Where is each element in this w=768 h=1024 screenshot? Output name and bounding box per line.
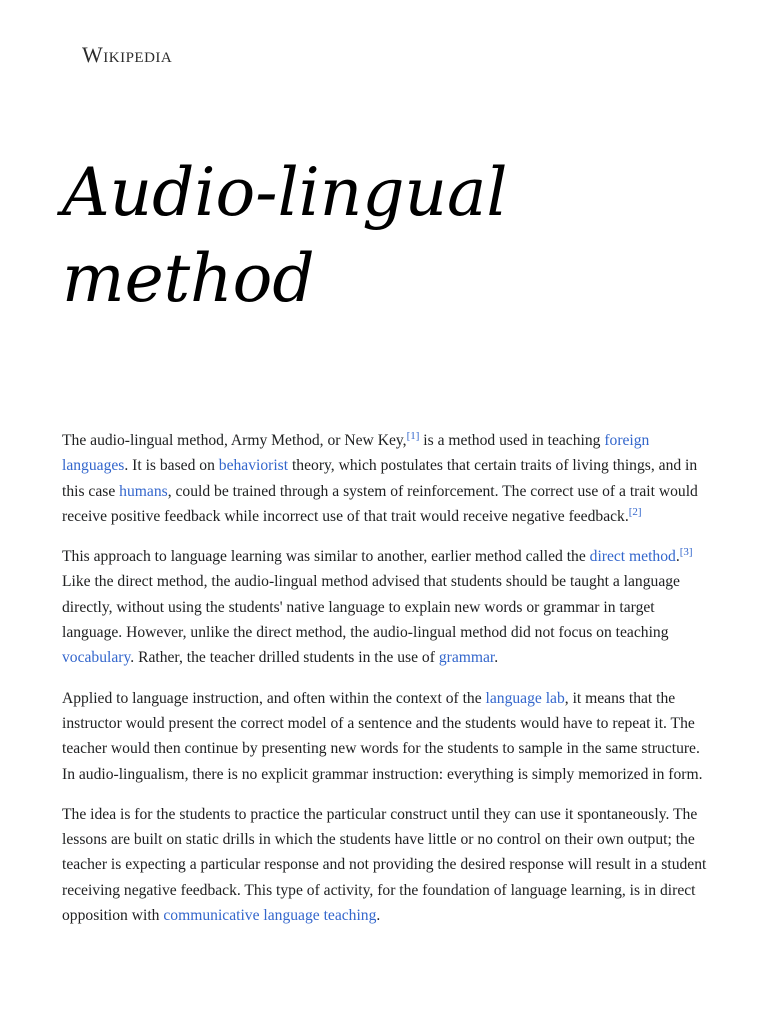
- paragraph-text: , it means that the instructor would present the correct model of a sentence and the students would have to repeat it. The teacher would then continue by presenting new words for the students to sample in the same structure. In audio-lingualism, there is no explicit grammar instruction: everything is simply memorized in form.: [62, 689, 703, 783]
- reference-link[interactable]: [1]: [406, 430, 420, 442]
- article-paragraph: [62, 544, 710, 670]
- paragraph-text: Applied to language instruction, and often within the context of the: [62, 689, 486, 707]
- article-link[interactable]: vocabulary: [62, 649, 131, 667]
- article-paragraph: [62, 802, 710, 928]
- reference-superscript: [680, 546, 693, 558]
- reference-link[interactable]: [2]: [628, 505, 642, 518]
- article-paragraph: [62, 428, 710, 529]
- article-link[interactable]: language lab: [485, 689, 565, 707]
- paragraph-text: .: [376, 907, 381, 925]
- article-paragraph: [62, 686, 710, 787]
- paragraph-text: The idea is for the students to practice the particular construct until they can use it spontaneously. The lessons are built on static drills in which the students have little or no control on their own output; the teacher is expecting a particular response and not providing the desired response will result in a student receiving negative feedback. This type of activity, for the foundation of language learning, is in direct opposition with: [62, 805, 707, 925]
- reference-superscript: [407, 430, 420, 442]
- page-title: Audio-lingual method: [62, 154, 508, 317]
- article-link[interactable]: grammar: [438, 649, 495, 667]
- paragraph-text: . It is based on: [124, 457, 219, 475]
- article-link[interactable]: direct method: [589, 548, 676, 566]
- paragraph-text: The audio-lingual method, Army Method, or New Key,: [62, 432, 407, 449]
- paragraph-text: theory, which postulates that certain traits of living things, and in this case: [62, 457, 698, 500]
- article-body: [62, 428, 710, 943]
- article-link[interactable]: humans: [119, 482, 168, 500]
- paragraph-text: .: [675, 548, 680, 566]
- paragraph-text: is a method used in teaching: [419, 432, 605, 449]
- article-link[interactable]: behaviorist: [218, 457, 289, 475]
- paragraph-text: . Rather, the teacher drilled students in the use of: [130, 649, 439, 667]
- article-link[interactable]: communicative language teaching: [163, 907, 377, 925]
- reference-link[interactable]: [3]: [679, 546, 693, 559]
- reference-superscript: [629, 506, 642, 518]
- paragraph-text: .: [494, 649, 499, 667]
- paragraph-text: Like the direct method, the audio-lingual method advised that students should be taught a language directly, without using the students' native language to explain new words or grammar in target language. However, unlike the direct method, the audio-lingual method did not focus on teaching: [62, 573, 680, 642]
- paragraph-text: , could be trained through a system of reinforcement. The correct use of a trait would receive positive feedback while incorrect use of that trait would receive negative feedback.: [62, 482, 698, 525]
- article-link[interactable]: foreign languages: [62, 432, 650, 475]
- paragraph-text: This approach to language learning was similar to another, earlier method called the: [62, 548, 590, 566]
- wikipedia-logo[interactable]: Wikipedia: [82, 42, 173, 67]
